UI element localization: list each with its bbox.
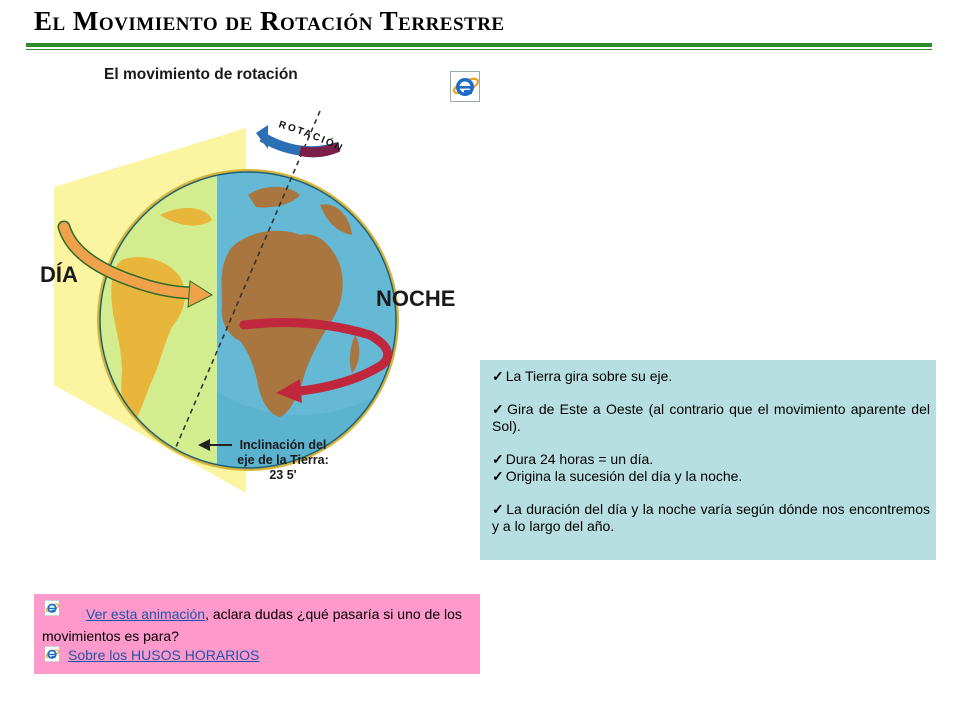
title-rule-thick: [26, 43, 932, 47]
axis-caption-line-2: eje de la Tierra:: [237, 453, 329, 467]
page-title: El Movimiento de Rotación Terrestre: [34, 6, 505, 36]
animation-link[interactable]: Ver esta animación: [86, 606, 206, 622]
info-box: [480, 360, 936, 560]
info-item-2: ✓ Gira de Este a Oeste (al contrario que el movimiento aparente del Sol).: [492, 401, 930, 435]
axis-caption-line-1: Inclinación del: [239, 438, 327, 452]
animation-text: , aclara dudas ¿qué pasaría si uno de los movimientos es para?: [42, 606, 462, 644]
time-zones-link[interactable]: Sobre los HUSOS HORARIOS: [68, 647, 260, 663]
rotation-label: ROTACIÓN: [277, 119, 346, 155]
info-item-5: ✓ La duración del día y la noche varía según dónde nos encontremos y a lo largo del año.: [492, 501, 930, 535]
info-item-3: ✓ Dura 24 horas = un día.: [492, 451, 930, 468]
day-label: DÍA: [40, 262, 78, 287]
figure-heading: El movimiento de rotación: [104, 66, 298, 83]
info-item-4: ✓ Origina la sucesión del día y la noche.: [492, 468, 930, 485]
axis-caption: [228, 438, 338, 483]
title-rule-thin: [26, 49, 932, 50]
internet-explorer-icon[interactable]: [450, 71, 480, 102]
time-zones-paragraph: [42, 645, 259, 665]
info-item-1: ✓ La Tierra gira sobre su eje.: [492, 368, 930, 385]
animation-paragraph: [42, 603, 476, 647]
axis-caption-line-3: 23 5': [269, 468, 297, 482]
info-list: [480, 360, 936, 535]
rotation-arrow: [256, 119, 345, 154]
night-label: NOCHE: [376, 286, 456, 311]
links-box: [34, 594, 480, 674]
